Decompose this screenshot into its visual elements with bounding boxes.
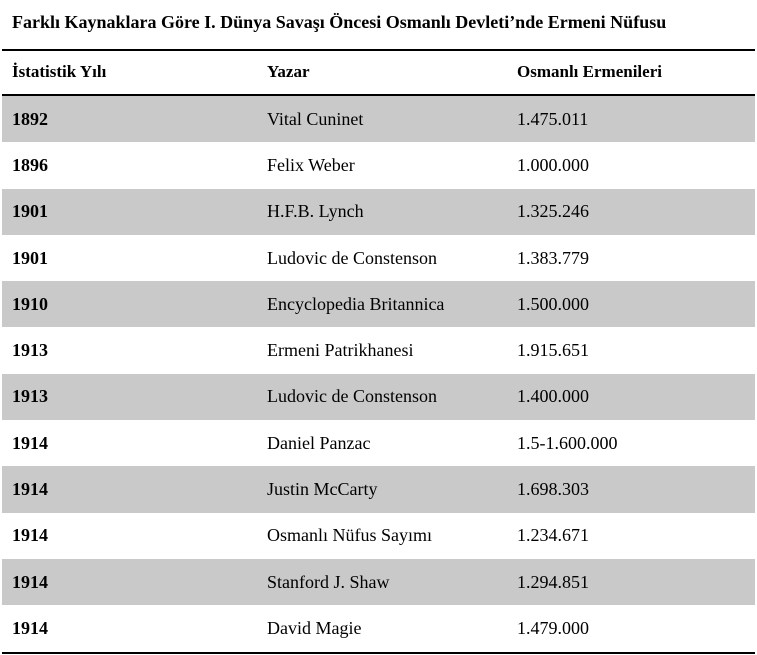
cell-author: Ermeni Patrikhanesi xyxy=(267,340,414,361)
cell-population: 1.5-1.600.000 xyxy=(517,432,618,453)
table-title: Farklı Kaynaklara Göre I. Dünya Savaşı Öncesi Osmanlı Devleti’nde Ermeni Nüfusu xyxy=(12,12,667,32)
cell-year: 1901 xyxy=(12,247,48,268)
cell-population: 1.234.671 xyxy=(517,525,589,546)
cell-population: 1.400.000 xyxy=(517,386,589,407)
cell-year: 1914 xyxy=(12,571,48,592)
cell-author: Justin McCarty xyxy=(267,479,378,500)
cell-population: 1.383.779 xyxy=(517,247,589,268)
cell-population: 1.500.000 xyxy=(517,293,589,314)
cell-population: 1.475.011 xyxy=(517,108,589,129)
cell-population: 1.698.303 xyxy=(517,479,589,500)
cell-author: Ludovic de Constenson xyxy=(267,386,437,407)
header-year: İstatistik Yılı xyxy=(12,62,107,81)
table-row xyxy=(2,281,755,327)
cell-year: 1914 xyxy=(12,432,48,453)
cell-author: H.F.B. Lynch xyxy=(267,201,364,222)
cell-author: Daniel Panzac xyxy=(267,432,371,453)
cell-population: 1.325.246 xyxy=(517,201,589,222)
header-population: Osmanlı Ermenileri xyxy=(517,62,662,81)
table-body xyxy=(2,96,755,652)
cell-population: 1.915.651 xyxy=(517,340,589,361)
cell-year: 1901 xyxy=(12,201,48,222)
cell-year: 1910 xyxy=(12,293,48,314)
cell-population: 1.294.851 xyxy=(517,571,589,592)
cell-author: David Magie xyxy=(267,617,362,638)
table-row xyxy=(2,142,755,188)
table-row xyxy=(2,189,755,235)
table-row xyxy=(2,374,755,420)
bottom-rule xyxy=(2,652,755,654)
cell-author: Osmanlı Nüfus Sayımı xyxy=(267,525,432,546)
table-row xyxy=(2,466,755,512)
cell-year: 1913 xyxy=(12,340,48,361)
cell-year: 1914 xyxy=(12,525,48,546)
cell-population: 1.000.000 xyxy=(517,154,589,175)
table-row xyxy=(2,559,755,605)
cell-author: Ludovic de Constenson xyxy=(267,247,437,268)
cell-author: Stanford J. Shaw xyxy=(267,571,390,592)
table-row xyxy=(2,327,755,373)
cell-year: 1914 xyxy=(12,617,48,638)
cell-year: 1896 xyxy=(12,154,48,175)
cell-year: 1892 xyxy=(12,108,48,129)
table-row xyxy=(2,513,755,559)
cell-author: Vital Cuninet xyxy=(267,108,364,129)
table-row xyxy=(2,420,755,466)
table-row xyxy=(2,605,755,651)
table-row xyxy=(2,235,755,281)
cell-year: 1914 xyxy=(12,479,48,500)
cell-author: Felix Weber xyxy=(267,154,355,175)
cell-population: 1.479.000 xyxy=(517,617,589,638)
cell-author: Encyclopedia Britannica xyxy=(267,293,445,314)
table-header xyxy=(0,50,757,94)
table-row xyxy=(2,96,755,142)
header-author: Yazar xyxy=(267,62,310,81)
cell-year: 1913 xyxy=(12,386,48,407)
